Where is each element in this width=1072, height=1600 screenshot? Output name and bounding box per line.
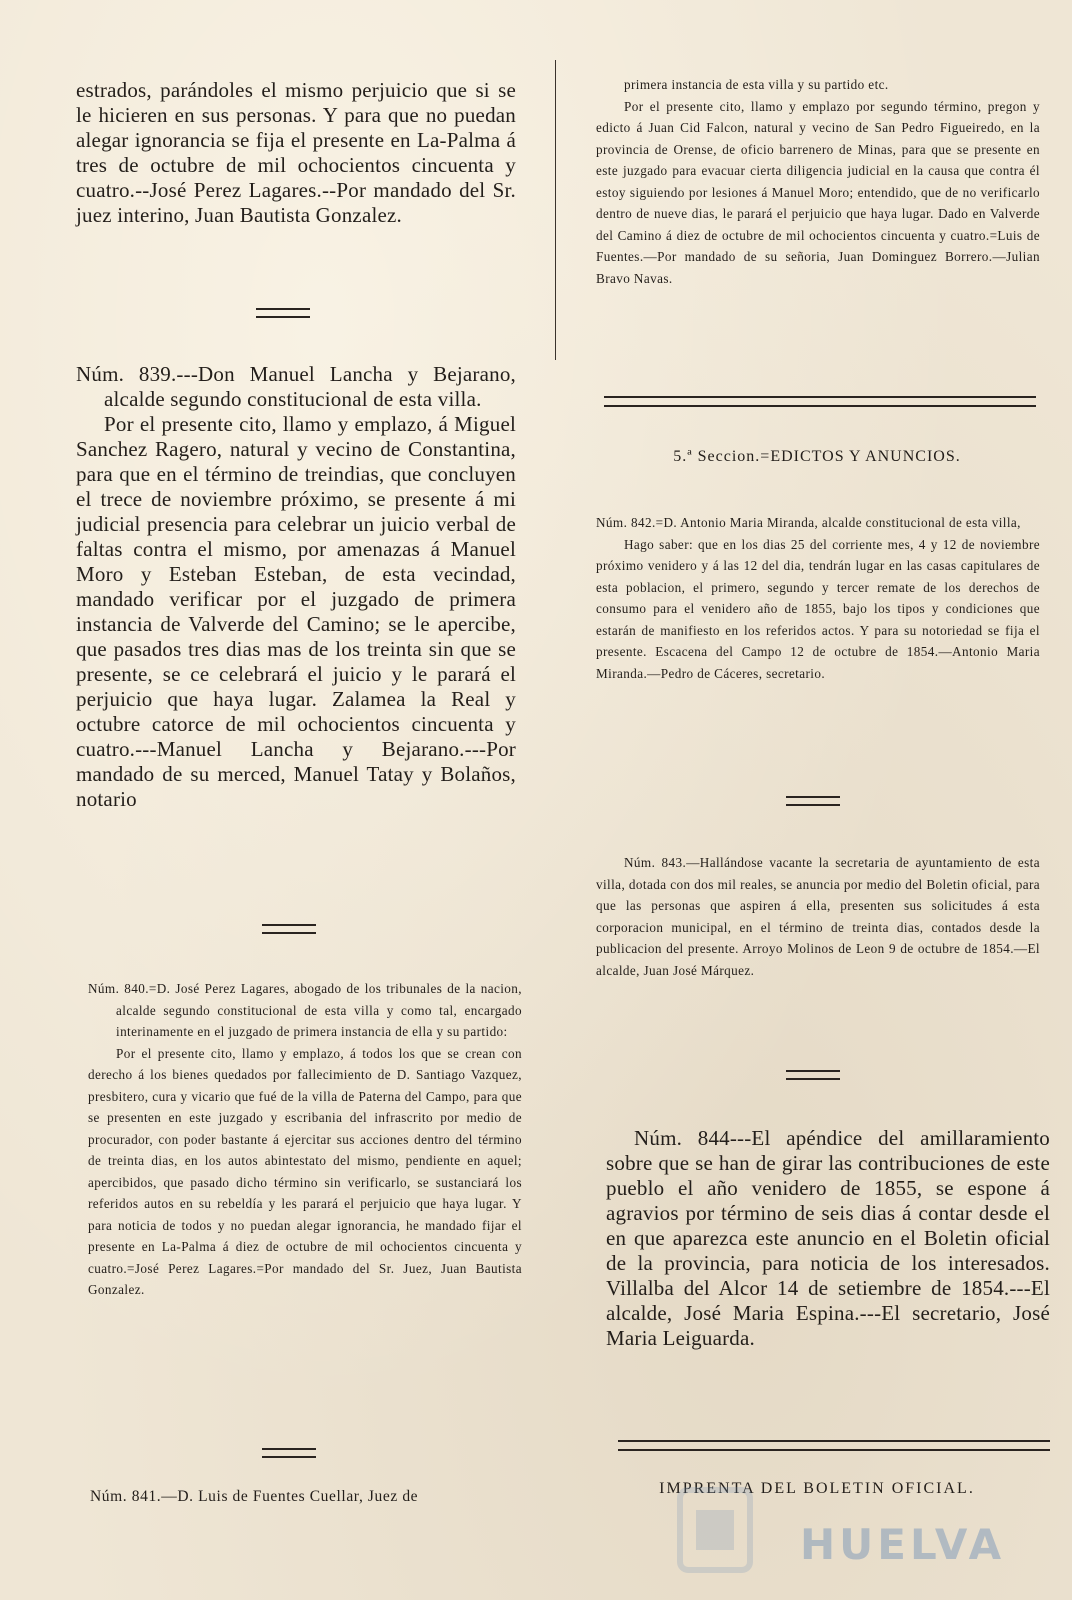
notice-841-body: Por el presente cito, llamo y emplazo por segundo término, pregon y edicto á Juan Cid Falcon, natural y vecino de San Pedro Figueiredo, en la provincia de Orense, de oficio barrenero de Minas, para que se presente en este juzgado para evacuar cierta diligencia judicial en la causa que contra él estoy siguiendo por lesiones á Manuel Moro; entendido, que de no verificarlo dentro de nueve dias, le parará el perjuicio que haya lugar. Dado en Valverde del Camino á diez de octubre de mil ochocientos cincuenta y cuatro.=Luis de Fuentes.—Por mandado de su señoria, Juan Dominguez Borrero.—Julian Bravo Navas. [596,98,1040,286]
section-rule [604,396,1036,407]
notice-842-body: Hago saber: que en los dias 25 del corriente mes, 4 y 12 de noviembre próximo venidero y á las 12 del dia, tendrán lugar en las casas capitulares de esta poblacion, el primero, segundo y tercer remate de los derechos de consumo para el venidero año de 1855, bajo los tipos y condiciones que estarán de manifiesto en los referidos actos. Y para su notoriedad se fija el presente. Escacena del Campo 12 de octubre de 1854.—Antonio Maria Miranda.—Pedro de Cáceres, secretario. [596,536,1040,681]
notice-841-start [90,1486,530,1508]
notice-842 [596,512,1040,684]
notice-842-heading: Núm. 842.=D. Antonio Maria Miranda, alcalde constitucional de esta villa, [596,515,1021,530]
notice-839-heading: Núm. 839.---Don Manuel Lancha y Bejarano, alcalde segundo constitucional de esta villa. [76,362,516,411]
notice-839 [76,362,516,812]
column-rule [555,60,556,360]
notice-843-text: Núm. 843.—Hallándose vacante la secretaria de ayuntamiento de esta villa, dotada con dos mil reales, se anuncia por medio del Boletin oficial, para que las personas que aspiren á ella, presenten sus solicitudes á esta corporacion municipal, en el término de treinta dias, contados desde la publicacion del presente. Arroyo Molinos de Leon 9 de octubre de 1854.—El alcalde, Juan José Márquez. [596,855,1040,978]
divider-ornament [786,796,840,806]
notice-839-body: Por el presente cito, llamo y emplazo, á Miguel Sanchez Ragero, natural y vecino de Constantina, para que en el término de treindias, que concluyen el trece de noviembre próximo, se presente á mi judicial presencia para celebrar un juicio verbal de faltas contra el mismo, por amenazas á Manuel Moro y Esteban Esteban, de esta vecindad, mandado verificar por el juzgado de primera instancia de Valverde del Camino; se le apercibe, que pasados tres dias mas de los treinta sin que se presente, se ce celebrará el juicio y le parará el perjuicio que haya lugar. Zalamea la Real y octubre catorce de mil ochocientos cincuenta y cuatro.---Manuel Lancha y Bejarano.---Por mandado de su merced, Manuel Tatay y Bolaños, notario [76,412,516,811]
notice-840-body: Por el presente cito, llamo y emplazo, á todos los que se crean con derecho á los bienes quedados por fallecimiento de D. Santiago Vazquez, presbitero, cura y vicario que fué de la villa de Paterna del Campo, para que se presenten en este juzgado y escribania del infrascrito por medio de procurador, con poder bastante á ejercitar sus acciones dentro del término de treinta dias, en los autos abintestato del mismo, pendiente en aquel; apercibidos, que pasado dicho término sin verificarlo, se sustanciará los referidos autos en su rebeldía y les parará el perjuicio que haya lugar. Y para noticia de todos y no puedan alegar ignorancia, he mandado fijar el presente en La-Palma á diez de octubre de mil ochocientos cincuenta y cuatro.=José Perez Lagares.=Por mandado del Sr. Juez, Juan Bautista Gonzalez. [88,1045,522,1297]
notice-844 [606,1126,1050,1351]
notice-843 [596,852,1040,981]
notice-840 [88,978,522,1301]
divider-ornament [262,924,316,934]
notice-844-text: Núm. 844---El apéndice del amillaramiento sobre que se han de girar las contribuciones de este pueblo el año venidero de 1855, se espone á agravios por término de seis dias á contar desde el en que aparezca este anuncio en el Boletin oficial de la provincia, para noticia de los interesados. Villalba del Alcor 14 de setiembre de 1854.---El alcalde, José Maria Espina.---El secretario, José Maria Leiguarda. [606,1126,1050,1350]
intro-text: estrados, parándoles el mismo perjuicio que si se le hicieren en sus personas. Y para que no puedan alegar ignorancia se fija el presente en La-Palma á tres de octubre de mil ochocientos cincuenta y cuatro.--José Perez Lagares.--Por mandado del Sr. juez interino, Juan Bautista Gonzalez. [76,78,516,227]
printer-imprint: IMPRENTA DEL BOLETIN OFICIAL. [659,1480,975,1497]
divider-ornament [786,1070,840,1080]
section-title: 5.ª Seccion.=EDICTOS Y ANUNCIOS. [673,448,961,465]
intro-paragraph [76,78,516,228]
notice-841-continued-heading: primera instancia de esta villa y su partido etc. [624,77,889,92]
notice-841-heading: Núm. 841.—D. Luis de Fuentes Cuellar, Juez de [90,1488,419,1505]
notice-840-heading: Núm. 840.=D. José Perez Lagares, abogado de los tribunales de la nacion, alcalde segundo constitucional de esta villa y como tal, encargado interinamente en el juzgado de primera instancia de ella y su partido: [88,981,522,1039]
divider-ornament [256,308,310,318]
watermark-text: HUELVA [800,1520,1006,1569]
divider-ornament [262,1448,316,1458]
notice-841-continued [596,74,1040,289]
footer-rule [618,1440,1050,1451]
